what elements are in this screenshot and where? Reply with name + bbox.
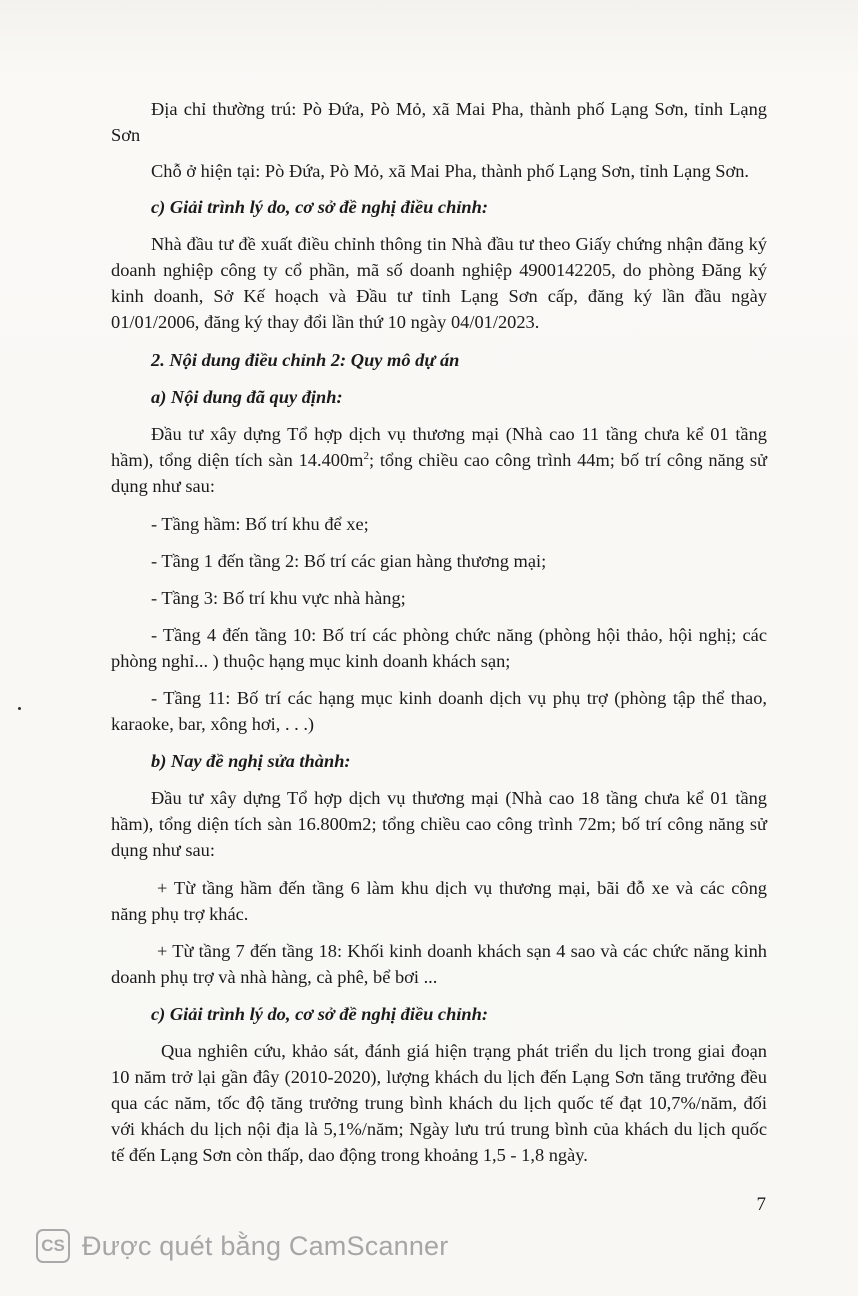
plus-floor-7-18: + Từ tầng 7 đến tầng 18: Khối kinh doanh khách sạn 4 sao và các chức năng kinh doanh phụ trợ và nhà hàng, cà phê, bể bơi ... — [111, 941, 767, 987]
heading-proposed-change: b) Nay đề nghị sửa thành: — [151, 751, 351, 771]
paragraph-current-address: Chỗ ở hiện tại: Pò Đứa, Pò Mỏ, xã Mai Pha, thành phố Lạng Sơn, tỉnh Lạng Sơn. — [151, 161, 749, 181]
paragraph-tourism-study: Qua nghiên cứu, khảo sát, đánh giá hiện trạng phát triển du lịch trong giai đoạn 10 năm trở lại gần đây (2010-2020), lượng khách du lịch đến Lạng Sơn tăng trưởng đều qua các năm, tốc độ tăng trưởng trung bình khách du lịch quốc tế đạt 10,7%/năm, đối với khách du lịch nội địa là 5,1%/năm; Ngày lưu trú trung bình của khách du lịch quốc tế đến Lạng Sơn còn thấp, dao động trong khoảng 1,5 - 1,8 ngày. — [111, 1041, 767, 1165]
page-number: 7 — [756, 1194, 766, 1215]
heading-adjustment-2: 2. Nội dung điều chỉnh 2: Quy mô dự án — [151, 350, 460, 370]
bullet-floor-1-2: - Tầng 1 đến tầng 2: Bố trí các gian hàng thương mại; — [151, 551, 547, 571]
paragraph-investor-info: Nhà đầu tư đề xuất điều chỉnh thông tin Nhà đầu tư theo Giấy chứng nhận đăng ký doanh nghiệp công ty cổ phần, mã số doanh nghiệp 4900142205, do phòng Đăng ký kinh doanh, Sở Kế hoạch và Đầu tư tỉnh Lạng Sơn cấp, đăng ký lần đầu ngày 01/01/2006, đăng ký thay đổi lần thứ 10 ngày 04/01/2023. — [111, 234, 767, 332]
scan-speck — [18, 707, 21, 710]
paragraph-original-scale: Đầu tư xây dựng Tổ hợp dịch vụ thương mại (Nhà cao 11 tầng chưa kể 01 tầng hầm), tổng diện tích sàn $14.400m^2$; tổng chiều cao công trình 44m; bố trí công năng sử dụng như sau: — [111, 424, 768, 496]
heading-current-content: a) Nội dung đã quy định: — [151, 387, 343, 407]
watermark-text: Được quét bằng CamScanner — [82, 1230, 449, 1261]
bullet-floor-11: - Tầng 11: Bố trí các hạng mục kinh doanh dịch vụ phụ trợ (phòng tập thể thao, karaoke, bar, xông hơi, . . .) — [111, 688, 767, 734]
paragraph-new-scale: Đầu tư xây dựng Tổ hợp dịch vụ thương mại (Nhà cao 18 tầng chưa kể 01 tầng hầm), tổng diện tích sàn 16.800m2; tổng chiều cao công trình 72m; bố trí công năng sử dụng như sau: — [111, 788, 767, 860]
bullet-floor-3: - Tầng 3: Bố trí khu vực nhà hàng; — [151, 588, 406, 608]
camscanner-logo-icon: CS — [36, 1229, 70, 1263]
paragraph-permanent-address: Địa chỉ thường trú: Pò Đứa, Pò Mỏ, xã Mai Pha, thành phố Lạng Sơn, tỉnh Lạng Sơn — [111, 99, 767, 145]
heading-justification-1: c) Giải trình lý do, cơ sở đề nghị điều chỉnh: — [151, 197, 489, 217]
heading-justification-2: c) Giải trình lý do, cơ sở đề nghị điều chỉnh: — [151, 1004, 489, 1024]
plus-basement-to-6: + Từ tầng hầm đến tầng 6 làm khu dịch vụ thương mại, bãi đỗ xe và các công năng phụ trợ khác. — [111, 878, 767, 924]
document-body — [111, 96, 767, 1180]
bullet-floor-4-10: - Tầng 4 đến tầng 10: Bố trí các phòng chức năng (phòng hội thảo, hội nghị; các phòng nghỉ... ) thuộc hạng mục kinh doanh khách sạn; — [111, 625, 767, 671]
bullet-basement: - Tầng hầm: Bố trí khu để xe; — [151, 514, 369, 534]
camscanner-watermark — [36, 1228, 448, 1264]
